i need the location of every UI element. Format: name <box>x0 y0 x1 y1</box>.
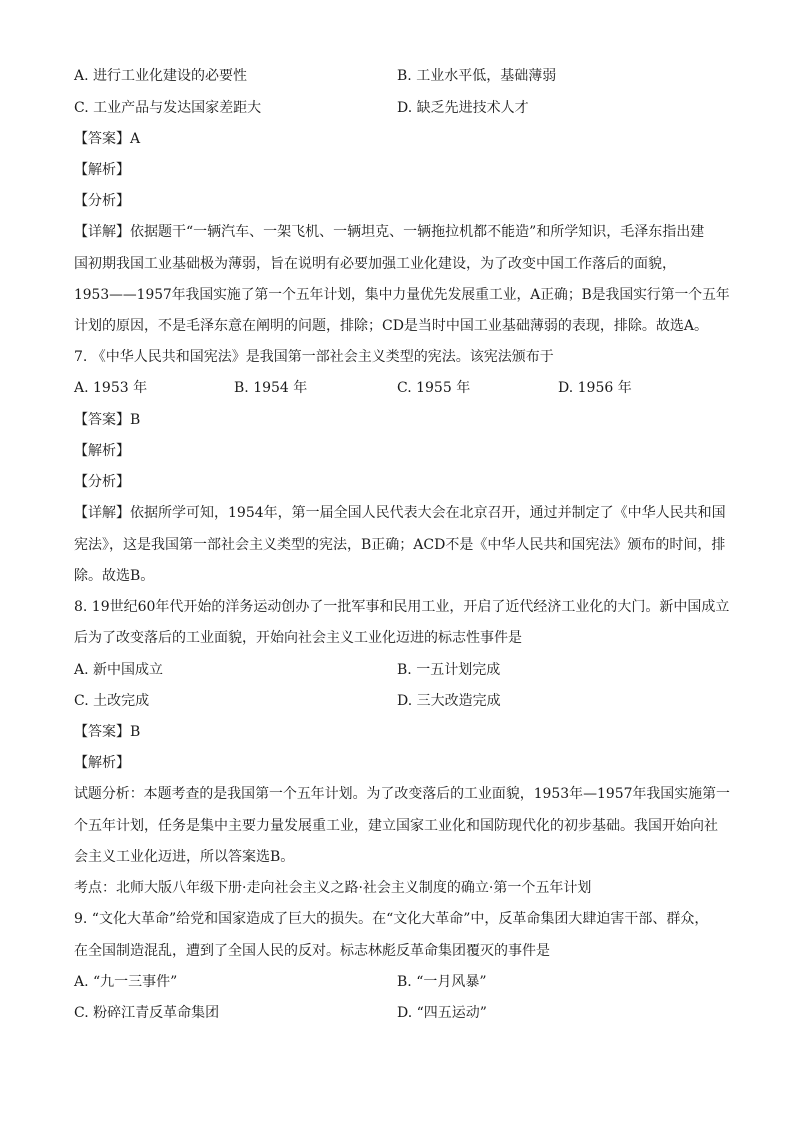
q8-analysis-line: 个五年计划，任务是集中主要力量发展重工业，建立国家工业化和国防现代化的初步基础。我国开始向社 <box>74 818 718 834</box>
q6-jiexi-heading: 【解析】 <box>74 162 130 178</box>
q6-option-c: C. 工业产品与发达国家差距大 <box>74 100 262 116</box>
q8-kaodian: 考点：北师大版八年级下册·走向社会主义之路·社会主义制度的确立·第一个五年计划 <box>74 880 592 896</box>
q6-answer: 【答案】A <box>74 131 141 147</box>
q7-option-d: D. 1956 年 <box>558 380 632 396</box>
q8-option-d: D. 三大改造完成 <box>397 693 501 709</box>
q6-option-d: D. 缺乏先进技术人才 <box>397 100 529 116</box>
q7-jiexi-heading: 【解析】 <box>74 443 130 459</box>
q7-option-c: C. 1955 年 <box>397 380 471 396</box>
q8-option-b: B. 一五计划完成 <box>397 662 501 678</box>
q6-detail-line: 国初期我国工业基础极为薄弱，旨在说明有必要加强工业化建设，为了改变中国工作落后的面貌， <box>74 256 676 272</box>
q7-option-a: A. 1953 年 <box>74 380 148 396</box>
q7-detail-line: 除。故选B。 <box>74 568 155 584</box>
q7-detail-line: 宪法》，这是我国第一部社会主义类型的宪法，B正确；ACD不是《中华人民共和国宪法》颁布的时间，排 <box>74 537 726 553</box>
q9-option-b: B. “一月风暴” <box>397 974 487 990</box>
q9-option-d: D. “四五运动” <box>397 1005 487 1021</box>
q7-stem: 7. 《中华人民共和国宪法》是我国第一部社会主义类型的宪法。该宪法颁布于 <box>74 349 554 365</box>
q8-option-a: A. 新中国成立 <box>74 662 164 678</box>
q8-jiexi-heading: 【解析】 <box>74 755 130 771</box>
q6-detail-line: 【详解】依据题干“一辆汽车、一架飞机、一辆坦克、一辆拖拉机都不能造”和所学知识，毛泽东指出建 <box>74 224 705 240</box>
q6-fenxi-heading: 【分析】 <box>74 193 130 209</box>
q9-stem-line: 在全国制造混乱，遭到了全国人民的反对。标志林彪反革命集团覆灭的事件是 <box>74 943 550 959</box>
q7-detail-line: 【详解】依据所学可知，1954年，第一届全国人民代表大会在北京召开，通过并制定了《中华人民共和国 <box>74 505 726 521</box>
q8-analysis-line: 会主义工业化迈进，所以答案选B。 <box>74 849 295 865</box>
q7-option-b: B. 1954 年 <box>234 380 308 396</box>
q8-answer: 【答案】B <box>74 724 141 740</box>
q7-answer: 【答案】B <box>74 412 141 428</box>
q9-stem-line: 9. “文化大革命”给党和国家造成了巨大的损失。在“文化大革命”中，反革命集团大肆迫害干部、群众， <box>74 911 709 927</box>
q8-stem-line: 后为了改变落后的工业面貌，开始向社会主义工业化迈进的标志性事件是 <box>74 630 522 646</box>
q7-fenxi-heading: 【分析】 <box>74 474 130 490</box>
q9-option-c: C. 粉碎江青反革命集团 <box>74 1005 220 1021</box>
q6-option-a: A. 进行工业化建设的必要性 <box>74 68 248 84</box>
q8-analysis-line: 试题分析：本题考查的是我国第一个五年计划。为了改变落后的工业面貌，1953年—1957年我国实施第一 <box>74 786 730 802</box>
q8-stem-line: 8. 19世纪60年代开始的洋务运动创办了一批军事和民用工业，开启了近代经济工业化的大门。新中国成立 <box>74 599 730 615</box>
q9-option-a: A. “九一三事件” <box>74 974 178 990</box>
q6-detail-line: 1953——1957年我国实施了第一个五年计划，集中力量优先发展重工业，A正确；B是我国实行第一个五年 <box>74 287 730 303</box>
q6-detail-line: 计划的原因，不是毛泽东意在阐明的问题，排除；CD是当时中国工业基础薄弱的表现，排除。故选A。 <box>74 318 709 334</box>
q8-option-c: C. 土改完成 <box>74 693 150 709</box>
q6-option-b: B. 工业水平低，基础薄弱 <box>397 68 557 84</box>
